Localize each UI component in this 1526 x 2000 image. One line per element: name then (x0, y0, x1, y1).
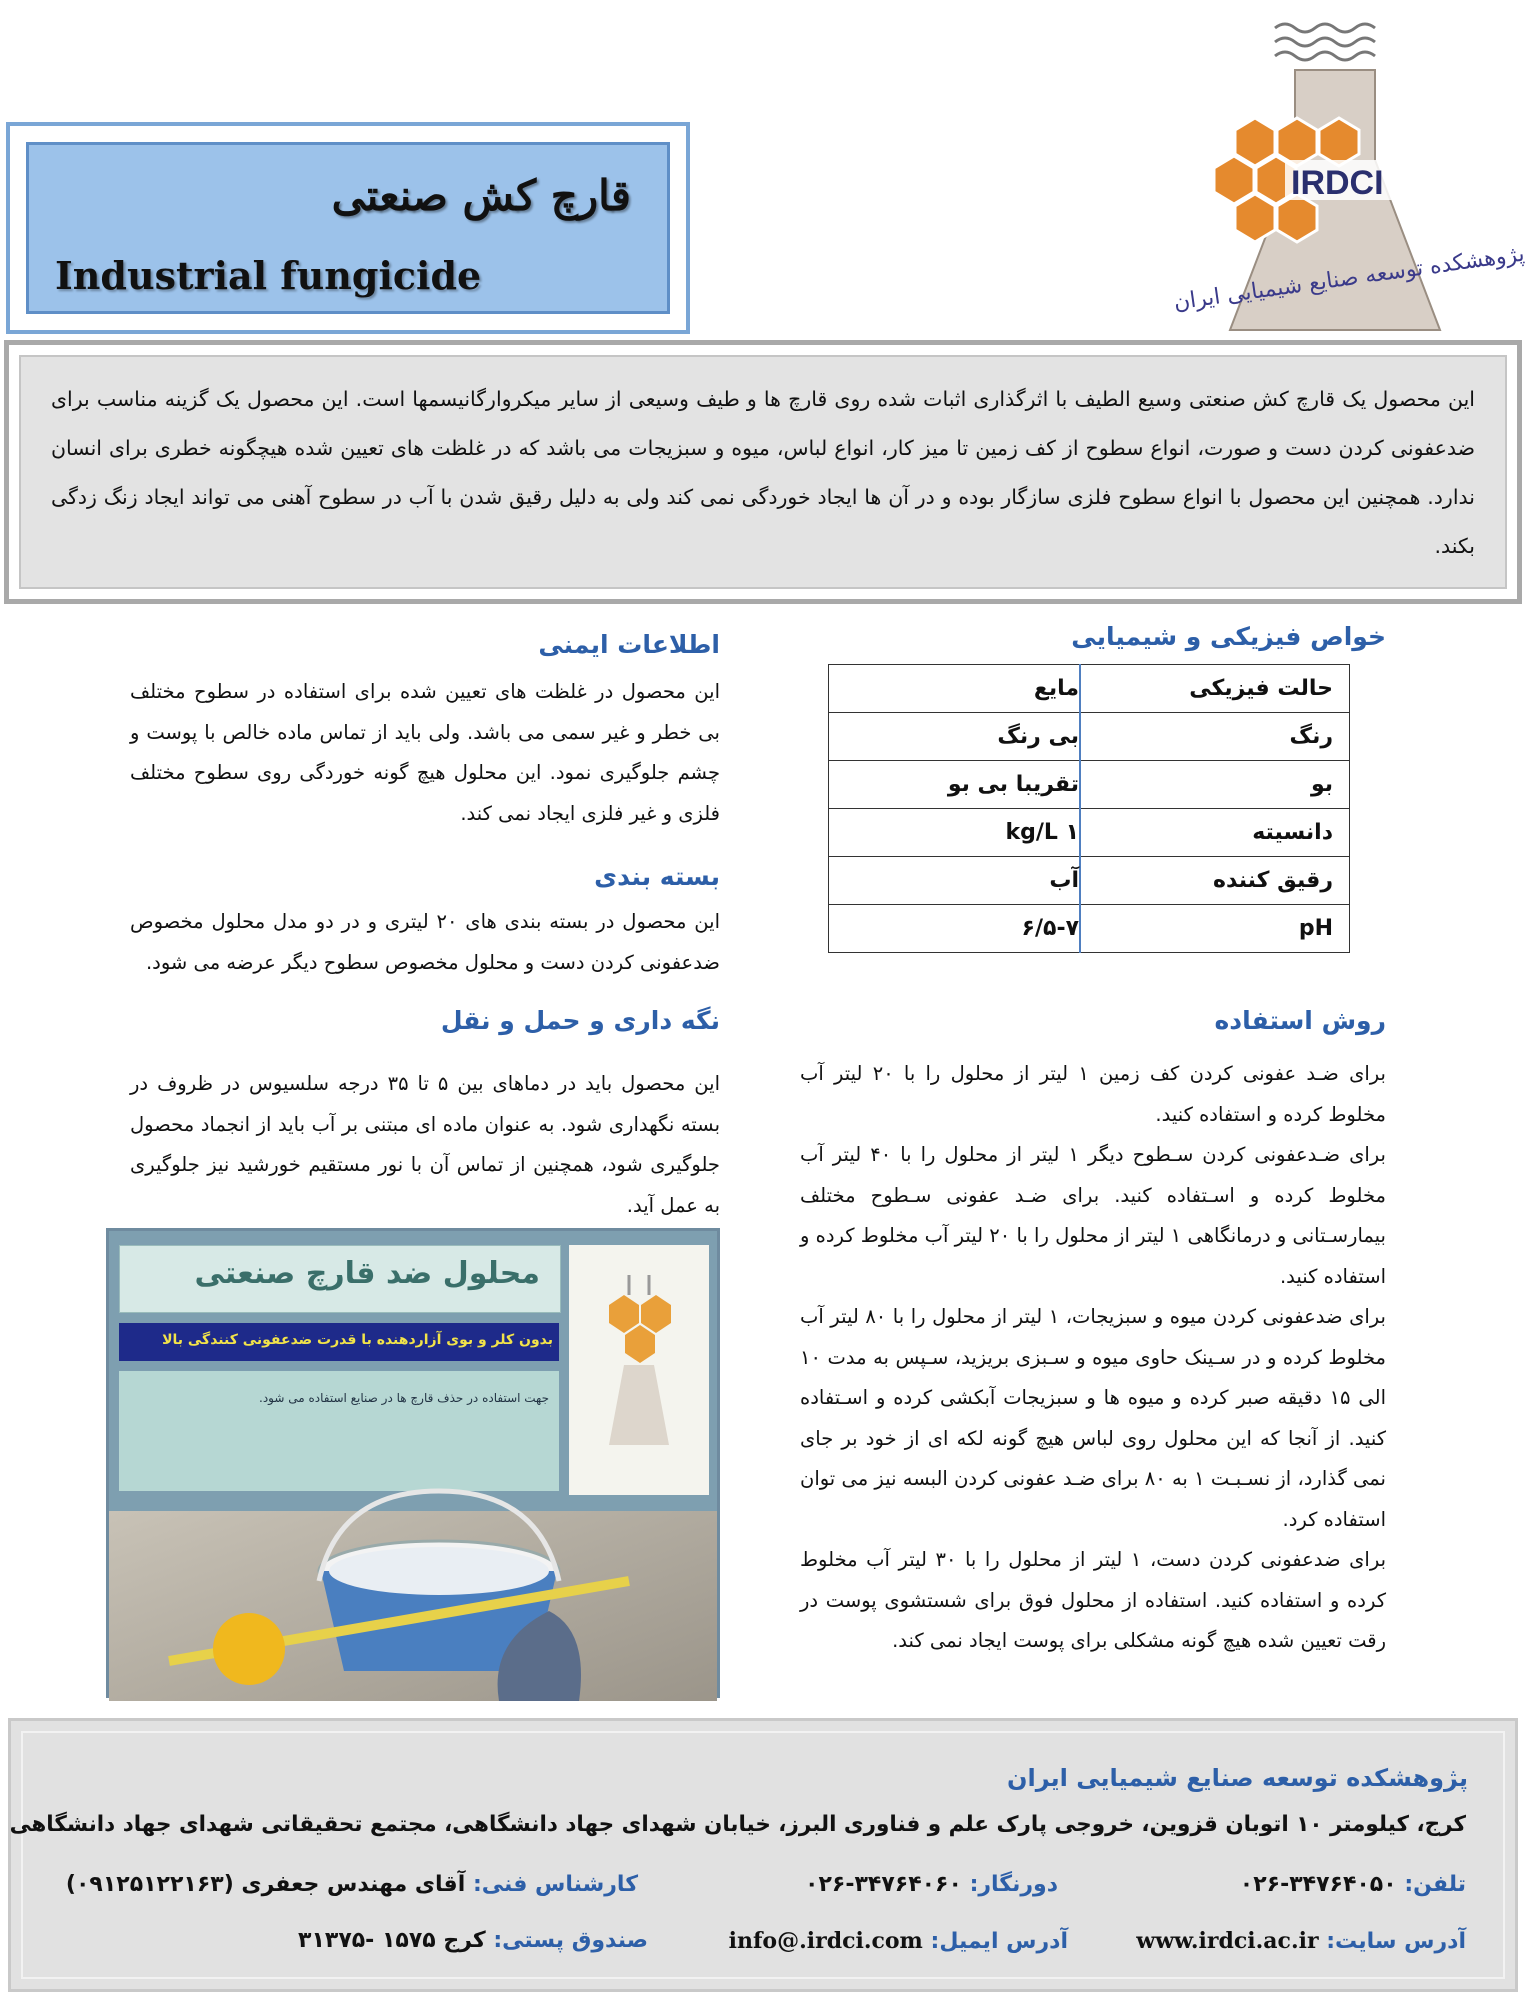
property-value: بی رنگ (829, 713, 1081, 761)
footer-phone (1240, 1872, 1466, 1897)
usage-heading: روش استفاده (1214, 1006, 1386, 1035)
title-persian: قارچ کش صنعتی (331, 171, 631, 220)
safety-heading: اطلاعات ایمنی (538, 630, 720, 659)
tech-value: آقای مهندس جعفری (۰۹۱۲۵۱۲۲۱۶۳) (65, 1872, 466, 1897)
footer-pobox (298, 1928, 648, 1953)
usage-paragraph: برای ضدعفونی کردن میوه و سبزیجات، ۱ لیتر از محلول را با ۸۰ لیتر آب مخلوط کرده و در سـینک حاوی میوه و سـبزی بریزید، سـپس به مدت ۱۰ الی ۱۵ دقیقه صبر کرده و میوه ها و سبزیجات آبکشی کرده و اسـتفاده کنید. از آنجا که این محلول روی لباس هیچ گونه لکه ای از خود بر جای نمی گذارد، از نسـبـت ۱ به ۸۰ برای ضـد عفونی کردن البسه نیز می توان استفاده کرد. (800, 1305, 1387, 1531)
property-key: رنگ (1080, 713, 1350, 761)
packaging-text: این محصول در بسته بندی های ۲۰ لیتری و در دو مدل محلول مخصوص ضدعفونی کردن دست و محلول مخصوص سطوح دیگر عرضه می شود. (130, 910, 721, 974)
footer-org: پژوهشکده توسعه صنایع شیمیایی ایران (1007, 1764, 1468, 1792)
footer-tech (66, 1872, 638, 1897)
logo-graphic (1172, 10, 1526, 340)
property-value: ۱ kg/L (829, 809, 1081, 857)
title-panel (26, 142, 670, 314)
email-label: آدرس ایمیل: (930, 1929, 1068, 1954)
product-note-band (119, 1371, 559, 1491)
property-key: بو (1080, 761, 1350, 809)
fax-label: دورنگار: (969, 1872, 1058, 1897)
property-value: تقریبا بی بو (829, 761, 1081, 809)
phone-label: تلفن: (1404, 1872, 1466, 1897)
product-label-side (569, 1245, 709, 1495)
property-key: pH (1080, 905, 1350, 953)
property-row (829, 809, 1350, 857)
title-english: Industrial fungicide (55, 253, 482, 298)
product-photo-bg (109, 1511, 717, 1701)
mop-bucket-icon (109, 1511, 723, 1701)
property-row (829, 665, 1350, 713)
properties-table (828, 664, 1350, 953)
footer-fax (805, 1872, 1058, 1897)
description-panel (19, 355, 1507, 589)
product-subtitle: بدون کلر و بوی آزاردهنده با قدرت ضدعفونی کنندگی بالا (162, 1332, 553, 1348)
property-row (829, 905, 1350, 953)
site-label: آدرس سایت: (1326, 1929, 1466, 1954)
pobox-value: کرج ۱۵۷۵ -۳۱۳۷۵ (298, 1928, 486, 1953)
description-text: این محصول یک قارچ کش صنعتی وسیع الطیف با اثرگذاری اثبات شده روی قارچ ها و طیف وسیعی از سایر میکروارگانیسمها است. این محصول یک گزینه مناسب برای ضدعفونی کردن دست و صورت، انواع سطوح از کف زمین تا میز کار، انواع لباس، میوه و سبزیجات می باشد که در غلظت های تعیین شده هیچگونه خطری برای انسان ندارد. همچنین این محصول با انواع سطوح فلزی سازگار بوده و در آن ها ایجاد خوردگی نمی کند ولی به دلیل رقیق شدن با آب در سطوح آهنی می تواند ایجاد زنگ زدگی بکند. (51, 387, 1475, 558)
properties-heading: خواص فیزیکی و شیمیایی (1071, 622, 1386, 651)
storage-text: این محصول باید در دماهای بین ۵ تا ۳۵ درجه سلسیوس در ظروف در بسته نگهداری شود. به عنوان ماده ای مبتنی بر آب باید از انجماد محصول جلوگیری شود، همچنین از تماس آن با نور مستقیم خورشید نیز جلوگیری به عمل آید. (130, 1072, 720, 1217)
property-value: آب (829, 857, 1081, 905)
packaging-heading: بسته بندی (594, 862, 720, 891)
product-title-band (119, 1245, 561, 1313)
pobox-label: صندوق پستی: (493, 1928, 648, 1953)
property-value: ۶/۵-۷ (829, 905, 1081, 953)
phone-value: ۳۴۷۶۴۰۵۰-۰۲۶ (1239, 1872, 1397, 1897)
logo-text: IRDCI (1291, 164, 1384, 202)
description-box (4, 340, 1522, 604)
logo-wave-lines (1275, 24, 1375, 60)
storage-heading: نگه داری و حمل و نقل (440, 1006, 720, 1035)
fax-value: ۳۴۷۶۴۰۶۰-۰۲۶ (805, 1872, 962, 1897)
usage-paragraph: برای ضدعفونی کردن دست، ۱ لیتر از محلول را با ۳۰ لیتر آب مخلوط کرده و استفاده کنید. استفاده از محلول فوق برای شستشوی پوست در رقت تعیین شده هیچ گونه مشکلی برای پوست ایجاد نمی کند. (800, 1548, 1386, 1652)
email-link[interactable]: info@.irdci.com (728, 1928, 923, 1954)
product-logo-icon (569, 1245, 709, 1495)
logo-caption: پژوهشکده توسعه صنایع شیمیایی ایران (1172, 241, 1526, 316)
usage-paragraph: برای ضـد عفونی کردن کف زمین ۱ لیتر از محلول را با ۲۰ لیتر آب مخلوط کرده و استفاده کنید. (800, 1062, 1386, 1126)
product-subtitle-band (119, 1323, 559, 1361)
product-title: محلول ضد قارچ صنعتی (194, 1256, 540, 1291)
tech-label: کارشناس فنی: (472, 1872, 638, 1897)
property-row (829, 713, 1350, 761)
usage-text (800, 1054, 1386, 1662)
safety-text: این محصول در غلظت های تعیین شده برای استفاده در سطوح مختلف بی خطر و غیر سمی می باشد. ولی باید از تماس ماده خالص با پوست و چشم جلوگیری نمود. این محلول هیچ گونه خوردگی روی سطوح مختلف فلزی و غیر فلزی ایجاد نمی کند. (130, 680, 720, 825)
product-image (106, 1228, 720, 1698)
usage-paragraph: برای ضـدعفونی کردن سـطوح دیگر ۱ لیتر از محلول را با ۴۰ لیتر آب مخلوط کرده و اسـتفاده کنید. برای ضـد عفونی سـطوح مختلف بیمارسـتانی و درمانگاهی ۱ لیتر از محلول را با ۲۰ لیتر آب مخلوط کرده و استفاده کنید. (800, 1143, 1386, 1288)
footer-email (729, 1928, 1068, 1954)
irdci-logo (1172, 10, 1526, 340)
site-link[interactable]: www.irdci.ac.ir (1136, 1928, 1319, 1954)
footer-address: کرج، کیلومتر ۱۰ اتوبان قزوین، خروجی پارک علم و فناوری البرز، خیابان شهدای جهاد دانشگاهی، مجتمع تحقیقاتی شهدای جهاد دانشگاهی (9, 1812, 1466, 1837)
property-key: دانسیته (1080, 809, 1350, 857)
property-key: رقیق کننده (1080, 857, 1350, 905)
footer-site (1136, 1928, 1466, 1954)
product-note: جهت استفاده در حذف قارچ ها در صنایع استفاده می شود. (259, 1391, 549, 1405)
property-key: حالت فیزیکی (1080, 665, 1350, 713)
title-box (6, 122, 690, 334)
property-row (829, 857, 1350, 905)
property-row (829, 761, 1350, 809)
property-value: مایع (829, 665, 1081, 713)
